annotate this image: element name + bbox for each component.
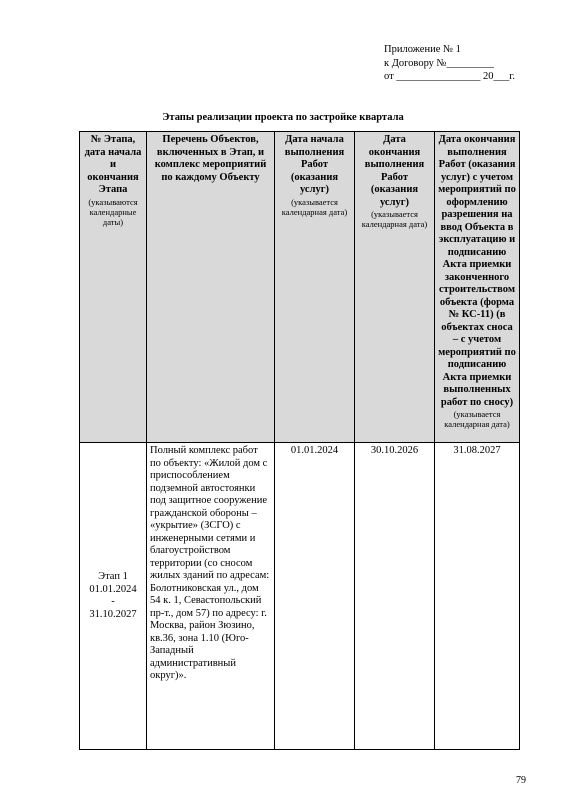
header-stage: № Этапа, дата начала и окончания Этапа (указываются календарные даты)	[80, 132, 147, 443]
stages-table	[79, 131, 520, 750]
table-header-row	[80, 132, 520, 443]
start-date-cell: 01.01.2024	[275, 443, 355, 750]
page-number: 79	[516, 775, 526, 786]
objects-cell: Полный комплекс работ по объекту: «Жилой дом с приспособлением подземной автостоянки под защитное сооружение гражданской обороны – «укрытие» (ЗСГО) с инженерными сетями и благоустройством территории (со сносом жилых зданий по адресам: Болотниковская ул., дом 54 к. 1, Севастопольский пр-т., дом 57) по адресу: г. Москва, район Зюзино, кв.36, зона 1.10 (Юго-Западный административный округ)».	[147, 443, 275, 750]
appendix-reference	[384, 43, 515, 84]
stage-start-date: 01.01.2024	[89, 583, 137, 595]
final-date-cell: 31.08.2027	[435, 443, 520, 750]
table-row	[80, 443, 520, 750]
header-objects: Перечень Объектов, включенных в Этап, и комплекс мероприятий по каждому Объекту	[147, 132, 275, 443]
header-note: (указывается календарная дата)	[444, 409, 510, 429]
header-note: (указываются календарные даты)	[88, 196, 138, 227]
stage-end-date: 31.10.2027	[89, 608, 137, 620]
header-final-date: Дата окончания выполнения Работ (оказания услуг) с учетом мероприятий по оформлению разрешения на ввод Объекта в эксплуатацию и подписанию Акта приемки законченного строительством объекта (форма № КС-11) (в объектах сноса – с учетом мероприятий по подписанию Акта приемки выполненных работ по сносу) (указывается календарная дата)	[435, 132, 520, 443]
appendix-line-date: от ________________ 20___г.	[384, 71, 515, 82]
header-end-date: Дата окончания выполнения Работ (оказания услуг) (указывается календарная дата)	[355, 132, 435, 443]
appendix-line-contract: к Договору №_________	[384, 57, 494, 69]
header-note: (указывается календарная дата)	[281, 196, 348, 217]
header-note: (указывается календарная дата)	[361, 209, 428, 229]
appendix-line-number: Приложение № 1	[384, 44, 461, 55]
stage-name: Этап 1	[98, 571, 128, 582]
end-date-cell: 30.10.2026	[355, 443, 435, 750]
document-title: Этапы реализации проекта по застройке квартала	[162, 112, 404, 123]
header-start-date: Дата начала выполнения Работ (оказания услуг) (указывается календарная дата)	[275, 132, 355, 443]
stage-dash: -	[111, 596, 115, 607]
stage-cell	[80, 443, 147, 750]
